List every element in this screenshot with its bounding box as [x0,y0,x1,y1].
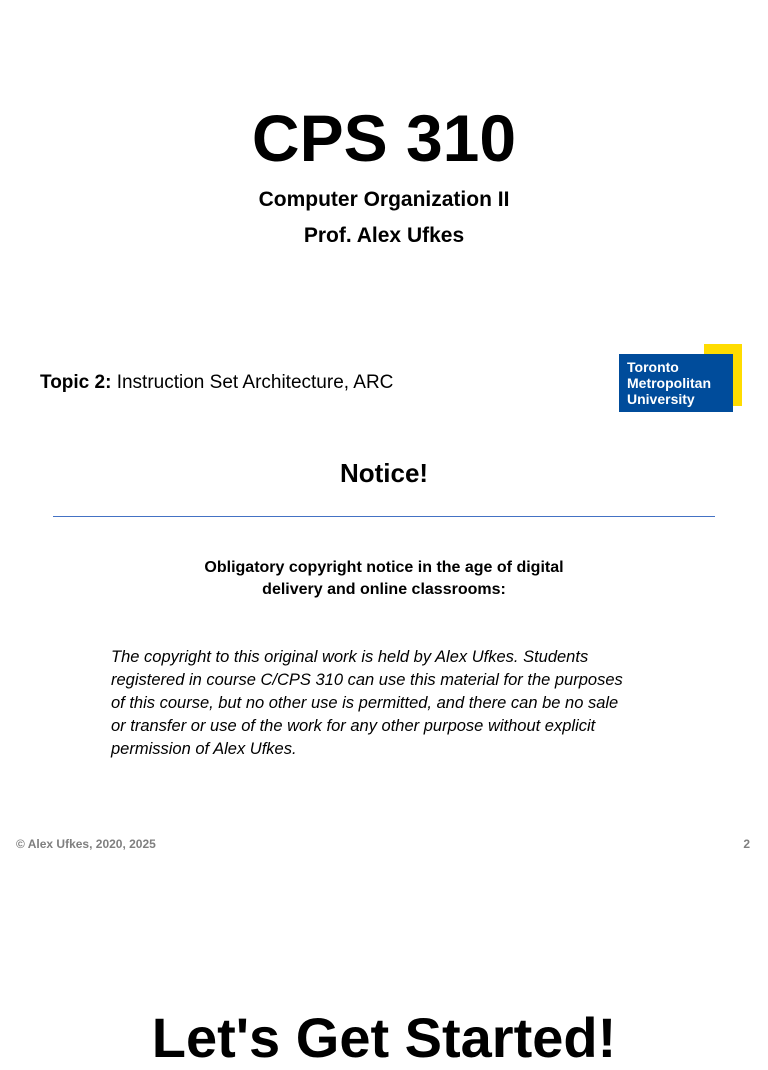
university-logo [619,344,743,414]
slide-page-number: 2 [743,837,750,851]
logo-text-line: Toronto [627,359,679,375]
logo-text-line: University [627,391,695,407]
title-divider [53,516,715,517]
notice-body-line: permission of Alex Ufkes. [111,740,297,758]
next-slide-title: Let's Get Started! [151,1006,617,1069]
notice-subtitle-line: delivery and online classrooms: [262,581,506,598]
logo-text-line: Metropolitan [627,375,711,391]
notice-body-line: The copyright to this original work is held by Alex Ufkes. Students [111,648,589,666]
notice-subtitle [0,557,768,601]
notice-title: Notice! [339,458,429,488]
notice-body-line: registered in course C/CPS 310 can use this material for the purposes [111,671,623,689]
professor-name: Prof. Alex Ufkes [303,224,465,247]
topic-label: Topic 2: [40,372,112,393]
course-code-title: CPS 310 [251,101,517,175]
course-name: Computer Organization II [258,188,510,211]
copyright-notice-body [111,646,671,761]
footer-copyright: © Alex Ufkes, 2020, 2025 [16,837,156,851]
notice-body-line: or transfer or use of the work for any other purpose without explicit [111,717,596,735]
logo-blue-block [619,354,733,412]
notice-body-line: of this course, but no other use is permitted, and there can be no sale [111,694,619,712]
topic-line [40,370,393,396]
notice-subtitle-line: Obligatory copyright notice in the age of digital [204,559,564,576]
topic-text: Instruction Set Architecture, ARC [111,372,394,393]
